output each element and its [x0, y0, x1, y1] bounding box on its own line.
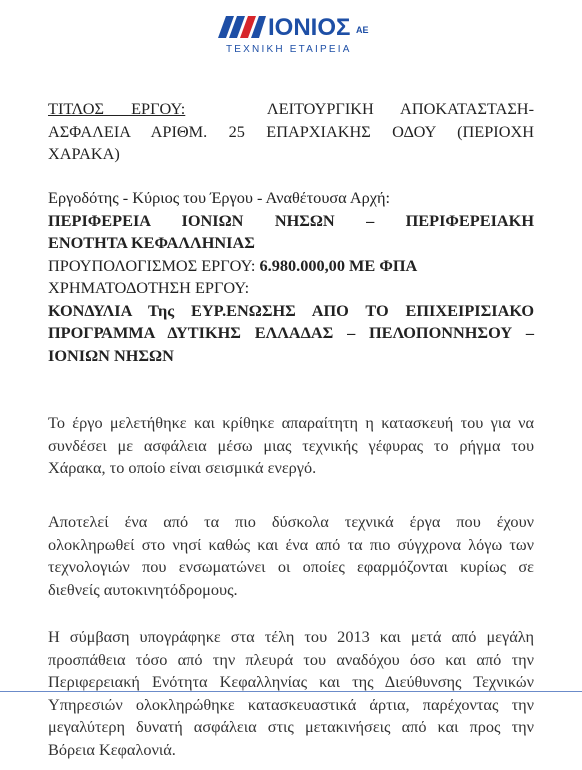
logo-stripes-icon [218, 16, 266, 38]
employer-line-1: ΠΕΡΙΦΕΡΕΙΑ ΙΟΝΙΩΝ ΝΗΣΩΝ – ΠΕΡΙΦΕΡΕΙΑΚΗ [48, 210, 534, 230]
project-title-text-1: ΛΕΙΤΟΥΡΓΙΚΗ ΑΠΟΚΑΤΑΣΤΑΣΗ- [266, 99, 534, 118]
paragraph-1-line-2: συνδέσει με ασφάλεια μέσω μιας τεχνικής γέφυρας το ρήγμα του [48, 435, 534, 455]
paragraph-2-line-1: Αποτελεί ένα από τα πιο δύσκολα τεχνικά έργα που έχουν [48, 512, 534, 531]
paragraph-1 [48, 412, 534, 480]
project-title-line-1 [48, 98, 534, 121]
paragraph-3-line-2: προσπάθεια τόσο από την πλευρά του αναδόχου όσο και από την [48, 649, 534, 669]
funding-line-2: ΠΡΟΓΡΑΜΜΑ ΔΥΤΙΚΗΣ ΕΛΛΑΔΑΣ – ΠΕΛΟΠΟΝΝΗΣΟΥ – [48, 323, 534, 342]
paragraph-2-line-4: διεθνείς αυτοκινητόδρομους. [48, 579, 238, 599]
budget-value: 6.980.000,00 ΜΕ ΦΠΑ [259, 255, 418, 275]
employer-label: Εργοδότης - Κύριος του Έργου - Αναθέτουσα Αρχή: [48, 188, 391, 207]
paragraph-2 [48, 511, 534, 601]
project-title-line-3: ΧΑΡΑΚΑ) [48, 144, 120, 163]
project-title-line-2: ΑΣΦΑΛΕΙΑ ΑΡΙΘΜ. 25 ΕΠΑΡΧΙΑΚΗΣ ΟΔΟΥ (ΠΕΡΙΟΧΗ [48, 121, 534, 141]
employer-line-2: ΕΝΟΤΗΤΑ ΚΕΦΑΛΛΗΝΙΑΣ [48, 233, 255, 252]
funding-line-1: ΚΟΝΔΥΛΙΑ Της ΕΥΡ.ΕΝΩΣΗΣ ΑΠΟ ΤΟ ΕΠΙΧΕΙΡΙΣΙΑΚΟ [48, 300, 534, 320]
paragraph-1-line-1: Το έργο μελετήθηκε και κρίθηκε απαραίτητη η κατασκευή του για να [48, 413, 534, 432]
logo-suffix: ΑΕ [356, 25, 369, 35]
funding-label: ΧΡΗΜΑΤΟΔΟΤΗΣΗ ΕΡΓΟΥ: [48, 278, 250, 297]
budget-line [48, 255, 534, 278]
paragraph-3-line-3: Περιφερειακή Ενότητα Κεφαλληνίας και της Διεύθυνσης Τεχνικών [48, 672, 534, 691]
paragraph-3-line-1: Η σύμβαση υπογράφηκε στα τέλη του 2013 και μετά από μεγάλη [48, 627, 534, 646]
paragraph-2-line-2: ολοκληρωθεί στο νησί καθώς και ένα από τα πιο σύγχρονα λόγω των [48, 534, 534, 554]
logo-subtitle: ΤΕΧΝΙΚΗ ΕΤΑΙΡΕΙΑ [226, 44, 352, 55]
funding-line-3: ΙΟΝΙΩΝ ΝΗΣΩΝ [48, 345, 174, 365]
project-title-block [48, 98, 534, 166]
project-title-label: ΤΙΤΛΟΣ ΕΡΓΟΥ: [48, 99, 186, 118]
paragraph-3-line-4: Υπηρεσιών ολοκληρώθηκε κατασκευαστικά άρτια, παρέχοντας την [48, 694, 534, 714]
project-info-block [48, 187, 534, 367]
paragraph-3 [48, 626, 534, 761]
paragraph-1-line-3: Χάρακα, το οποίο είναι σεισμικά ενεργό. [48, 458, 317, 477]
company-logo [218, 14, 378, 58]
logo-name: ΙΟΝΙΟΣ [268, 14, 351, 41]
paragraph-3-line-6: Βόρεια Κεφαλονιά. [48, 739, 176, 759]
budget-label: ΠΡΟΥΠΟΛΟΓΙΣΜΟΣ ΕΡΓΟΥ: [48, 255, 256, 275]
paragraph-3-line-5: μεγαλύτερη δυνατή ασφάλεια στις μετακινήσεις από και προς την [48, 717, 534, 736]
page-divider [0, 691, 582, 692]
paragraph-2-line-3: τεχνολογιών που ενσωματώνει οι οποίες εφαρμόζονται κυρίως σε [48, 557, 534, 576]
